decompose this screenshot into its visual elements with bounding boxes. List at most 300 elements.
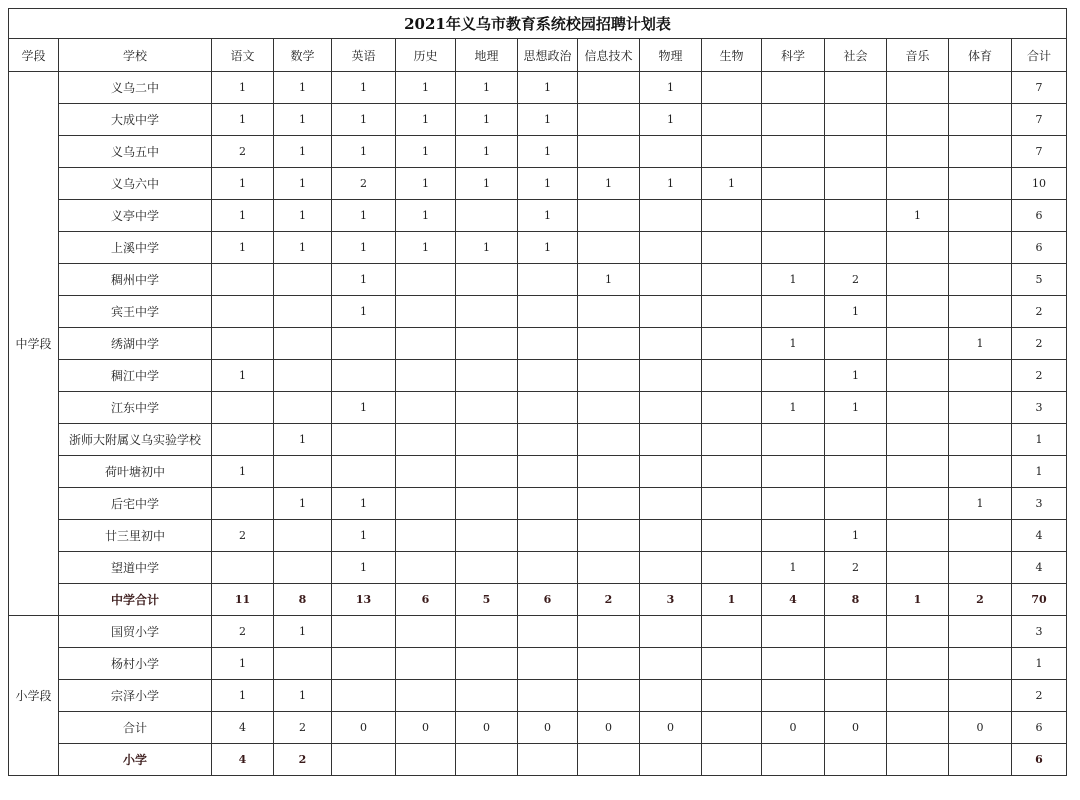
count-cell (456, 520, 518, 552)
count-cell (825, 424, 887, 456)
count-cell (825, 648, 887, 680)
count-cell (212, 392, 274, 424)
count-cell: 4 (1012, 520, 1067, 552)
table-row (9, 72, 1067, 104)
count-cell (274, 328, 332, 360)
school-name: 绣湖中学 (59, 328, 212, 360)
school-name: 义亭中学 (59, 200, 212, 232)
table-row (9, 424, 1067, 456)
count-cell (702, 392, 762, 424)
count-cell: 0 (825, 712, 887, 744)
count-cell (949, 104, 1012, 136)
count-cell: 1 (762, 264, 825, 296)
count-cell (825, 328, 887, 360)
count-cell (456, 552, 518, 584)
count-cell: 0 (578, 712, 640, 744)
count-cell (396, 296, 456, 328)
count-cell (578, 488, 640, 520)
count-cell: 1 (640, 72, 702, 104)
count-cell (518, 616, 578, 648)
count-cell (332, 328, 396, 360)
count-cell (887, 72, 949, 104)
count-cell: 1 (456, 136, 518, 168)
count-cell: 1 (332, 104, 396, 136)
count-cell (887, 264, 949, 296)
count-cell: 2 (949, 584, 1012, 616)
count-cell (702, 200, 762, 232)
count-cell: 1 (1012, 648, 1067, 680)
count-cell (825, 200, 887, 232)
count-cell (396, 360, 456, 392)
count-cell: 3 (1012, 488, 1067, 520)
count-cell: 4 (212, 712, 274, 744)
column-header: 科学 (762, 39, 825, 72)
count-cell (825, 616, 887, 648)
count-cell (518, 648, 578, 680)
count-cell (396, 680, 456, 712)
count-cell (578, 104, 640, 136)
column-header: 学校 (59, 39, 212, 72)
count-cell (702, 488, 762, 520)
count-cell: 1 (274, 168, 332, 200)
count-cell (396, 648, 456, 680)
count-cell: 2 (212, 616, 274, 648)
count-cell (456, 616, 518, 648)
count-cell: 70 (1012, 584, 1067, 616)
count-cell: 1 (396, 200, 456, 232)
count-cell (640, 200, 702, 232)
count-cell (274, 648, 332, 680)
school-name: 小学 (59, 744, 212, 776)
count-cell: 1 (332, 264, 396, 296)
school-name: 稠州中学 (59, 264, 212, 296)
count-cell: 1 (518, 104, 578, 136)
table-row (9, 360, 1067, 392)
count-cell (456, 488, 518, 520)
count-cell (702, 264, 762, 296)
count-cell: 11 (212, 584, 274, 616)
count-cell (702, 520, 762, 552)
count-cell (332, 744, 396, 776)
count-cell (702, 552, 762, 584)
count-cell: 4 (212, 744, 274, 776)
column-header: 思想政治 (518, 39, 578, 72)
count-cell (518, 456, 578, 488)
count-cell (762, 424, 825, 456)
count-cell (887, 232, 949, 264)
count-cell: 2 (212, 136, 274, 168)
count-cell (578, 232, 640, 264)
count-cell (212, 552, 274, 584)
count-cell (274, 264, 332, 296)
count-cell (949, 648, 1012, 680)
count-cell (702, 136, 762, 168)
count-cell: 3 (1012, 392, 1067, 424)
count-cell: 1 (578, 168, 640, 200)
count-cell: 1 (949, 488, 1012, 520)
count-cell (332, 680, 396, 712)
table-row (9, 136, 1067, 168)
column-header: 社会 (825, 39, 887, 72)
count-cell (396, 424, 456, 456)
column-header: 体育 (949, 39, 1012, 72)
count-cell (702, 360, 762, 392)
count-cell: 1 (274, 680, 332, 712)
count-cell: 2 (1012, 296, 1067, 328)
count-cell (640, 328, 702, 360)
table-row (9, 456, 1067, 488)
count-cell: 10 (1012, 168, 1067, 200)
count-cell (887, 680, 949, 712)
count-cell (578, 72, 640, 104)
count-cell: 1 (212, 200, 274, 232)
school-name: 合计 (59, 712, 212, 744)
count-cell (887, 744, 949, 776)
table-body (9, 72, 1067, 776)
table-row (9, 552, 1067, 584)
count-cell: 1 (212, 360, 274, 392)
count-cell: 6 (1012, 712, 1067, 744)
count-cell (578, 744, 640, 776)
count-cell (949, 264, 1012, 296)
count-cell (274, 360, 332, 392)
section-label: 小学段 (9, 616, 59, 776)
count-cell: 2 (212, 520, 274, 552)
count-cell (578, 424, 640, 456)
count-cell (887, 616, 949, 648)
table-row (9, 264, 1067, 296)
count-cell (640, 424, 702, 456)
column-header: 音乐 (887, 39, 949, 72)
count-cell: 1 (396, 168, 456, 200)
count-cell: 8 (825, 584, 887, 616)
count-cell: 1 (762, 552, 825, 584)
column-header: 历史 (396, 39, 456, 72)
table-row (9, 232, 1067, 264)
count-cell (456, 264, 518, 296)
count-cell: 2 (825, 552, 887, 584)
count-cell: 1 (212, 72, 274, 104)
school-name: 浙师大附属义乌实验学校 (59, 424, 212, 456)
count-cell: 1 (332, 72, 396, 104)
count-cell (332, 648, 396, 680)
count-cell (887, 552, 949, 584)
count-cell (640, 456, 702, 488)
count-cell (825, 456, 887, 488)
count-cell: 1 (518, 200, 578, 232)
count-cell: 1 (887, 584, 949, 616)
count-cell (456, 200, 518, 232)
table-row (9, 168, 1067, 200)
count-cell (825, 168, 887, 200)
count-cell (212, 264, 274, 296)
count-cell (762, 648, 825, 680)
school-name: 义乌二中 (59, 72, 212, 104)
count-cell: 1 (212, 168, 274, 200)
count-cell: 0 (949, 712, 1012, 744)
count-cell (825, 136, 887, 168)
school-name: 廿三里初中 (59, 520, 212, 552)
count-cell: 1 (456, 104, 518, 136)
count-cell (702, 424, 762, 456)
count-cell (518, 392, 578, 424)
count-cell (274, 392, 332, 424)
count-cell (949, 424, 1012, 456)
count-cell: 1 (1012, 424, 1067, 456)
count-cell (640, 744, 702, 776)
count-cell: 13 (332, 584, 396, 616)
count-cell: 1 (518, 232, 578, 264)
count-cell (518, 360, 578, 392)
count-cell (702, 712, 762, 744)
count-cell (702, 232, 762, 264)
count-cell (702, 744, 762, 776)
section-label: 中学段 (9, 72, 59, 616)
school-name: 宾王中学 (59, 296, 212, 328)
count-cell: 1 (274, 424, 332, 456)
count-cell: 1 (578, 264, 640, 296)
count-cell: 2 (1012, 360, 1067, 392)
count-cell (456, 680, 518, 712)
count-cell (887, 392, 949, 424)
count-cell (762, 744, 825, 776)
column-header: 合计 (1012, 39, 1067, 72)
count-cell: 7 (1012, 136, 1067, 168)
count-cell (949, 680, 1012, 712)
count-cell (578, 552, 640, 584)
count-cell (949, 296, 1012, 328)
count-cell (702, 296, 762, 328)
count-cell (640, 392, 702, 424)
count-cell: 3 (640, 584, 702, 616)
count-cell (887, 360, 949, 392)
count-cell: 0 (456, 712, 518, 744)
count-cell (887, 296, 949, 328)
table-row (9, 104, 1067, 136)
count-cell (518, 488, 578, 520)
count-cell (578, 616, 640, 648)
count-cell (578, 136, 640, 168)
count-cell: 1 (518, 136, 578, 168)
count-cell (578, 648, 640, 680)
table-row (9, 680, 1067, 712)
column-header: 英语 (332, 39, 396, 72)
count-cell (212, 488, 274, 520)
table-row (9, 648, 1067, 680)
count-cell: 1 (825, 296, 887, 328)
count-cell (396, 744, 456, 776)
count-cell (274, 552, 332, 584)
count-cell (762, 200, 825, 232)
count-cell: 2 (274, 712, 332, 744)
count-cell: 1 (274, 72, 332, 104)
count-cell (456, 360, 518, 392)
count-cell: 1 (332, 232, 396, 264)
count-cell (332, 616, 396, 648)
count-cell: 2 (274, 744, 332, 776)
table-row (9, 488, 1067, 520)
count-cell: 1 (518, 168, 578, 200)
school-name: 上溪中学 (59, 232, 212, 264)
count-cell: 1 (702, 584, 762, 616)
count-cell: 1 (825, 360, 887, 392)
count-cell (396, 552, 456, 584)
count-cell (212, 296, 274, 328)
school-name: 稠江中学 (59, 360, 212, 392)
count-cell: 1 (274, 200, 332, 232)
count-cell (578, 392, 640, 424)
count-cell (702, 648, 762, 680)
table-row (9, 392, 1067, 424)
count-cell: 1 (212, 456, 274, 488)
count-cell (332, 424, 396, 456)
table-row (9, 584, 1067, 616)
count-cell (578, 200, 640, 232)
column-header: 学段 (9, 39, 59, 72)
count-cell (518, 328, 578, 360)
count-cell (702, 72, 762, 104)
count-cell (762, 488, 825, 520)
count-cell: 1 (396, 104, 456, 136)
count-cell (332, 360, 396, 392)
count-cell (949, 392, 1012, 424)
count-cell (640, 136, 702, 168)
school-name: 中学合计 (59, 584, 212, 616)
count-cell (762, 520, 825, 552)
count-cell: 8 (274, 584, 332, 616)
column-header: 物理 (640, 39, 702, 72)
count-cell: 1 (212, 104, 274, 136)
count-cell (702, 456, 762, 488)
count-cell: 6 (1012, 200, 1067, 232)
count-cell (456, 328, 518, 360)
count-cell (949, 360, 1012, 392)
count-cell (702, 680, 762, 712)
count-cell (825, 488, 887, 520)
count-cell (578, 520, 640, 552)
count-cell (887, 104, 949, 136)
table-row (9, 200, 1067, 232)
count-cell (887, 456, 949, 488)
count-cell (762, 456, 825, 488)
count-cell (887, 136, 949, 168)
school-name: 后宅中学 (59, 488, 212, 520)
count-cell (640, 616, 702, 648)
count-cell: 4 (762, 584, 825, 616)
count-cell (702, 328, 762, 360)
count-cell (518, 680, 578, 712)
count-cell: 7 (1012, 104, 1067, 136)
count-cell (640, 648, 702, 680)
count-cell: 1 (274, 488, 332, 520)
count-cell (518, 744, 578, 776)
count-cell: 0 (518, 712, 578, 744)
count-cell (518, 424, 578, 456)
count-cell (456, 424, 518, 456)
count-cell: 1 (332, 392, 396, 424)
count-cell (396, 264, 456, 296)
count-cell: 2 (1012, 680, 1067, 712)
count-cell (396, 328, 456, 360)
count-cell: 1 (212, 648, 274, 680)
count-cell (640, 552, 702, 584)
count-cell (887, 424, 949, 456)
count-cell (949, 168, 1012, 200)
count-cell: 2 (1012, 328, 1067, 360)
count-cell (887, 168, 949, 200)
school-name: 江东中学 (59, 392, 212, 424)
count-cell (949, 200, 1012, 232)
count-cell (949, 456, 1012, 488)
count-cell: 1 (762, 328, 825, 360)
table-row (9, 744, 1067, 776)
count-cell: 5 (1012, 264, 1067, 296)
count-cell: 6 (1012, 744, 1067, 776)
count-cell: 1 (456, 168, 518, 200)
count-cell (762, 232, 825, 264)
count-cell (640, 520, 702, 552)
count-cell: 1 (396, 72, 456, 104)
count-cell (456, 392, 518, 424)
count-cell: 4 (1012, 552, 1067, 584)
count-cell (825, 72, 887, 104)
column-header: 语文 (212, 39, 274, 72)
column-header: 生物 (702, 39, 762, 72)
count-cell (396, 616, 456, 648)
count-cell (762, 360, 825, 392)
count-cell: 1 (456, 72, 518, 104)
count-cell: 1 (212, 680, 274, 712)
recruitment-plan-sheet (8, 8, 1067, 776)
count-cell (396, 488, 456, 520)
count-cell (456, 456, 518, 488)
count-cell (640, 360, 702, 392)
count-cell: 1 (274, 616, 332, 648)
count-cell: 1 (640, 104, 702, 136)
count-cell: 1 (1012, 456, 1067, 488)
school-name: 大成中学 (59, 104, 212, 136)
count-cell: 1 (702, 168, 762, 200)
count-cell (762, 104, 825, 136)
count-cell: 1 (332, 136, 396, 168)
count-cell (578, 456, 640, 488)
count-cell: 6 (1012, 232, 1067, 264)
school-name: 义乌六中 (59, 168, 212, 200)
table-row (9, 520, 1067, 552)
table-row (9, 296, 1067, 328)
count-cell: 1 (332, 200, 396, 232)
count-cell: 1 (332, 296, 396, 328)
count-cell: 1 (825, 392, 887, 424)
count-cell (518, 264, 578, 296)
count-cell (949, 72, 1012, 104)
count-cell: 6 (518, 584, 578, 616)
column-header: 数学 (274, 39, 332, 72)
school-name: 国贸小学 (59, 616, 212, 648)
header-row (9, 39, 1067, 72)
count-cell: 1 (762, 392, 825, 424)
count-cell (825, 232, 887, 264)
count-cell (825, 744, 887, 776)
count-cell (456, 648, 518, 680)
table-row (9, 712, 1067, 744)
school-name: 荷叶塘初中 (59, 456, 212, 488)
count-cell (949, 520, 1012, 552)
count-cell (578, 328, 640, 360)
count-cell (640, 264, 702, 296)
count-cell: 2 (825, 264, 887, 296)
count-cell (762, 296, 825, 328)
